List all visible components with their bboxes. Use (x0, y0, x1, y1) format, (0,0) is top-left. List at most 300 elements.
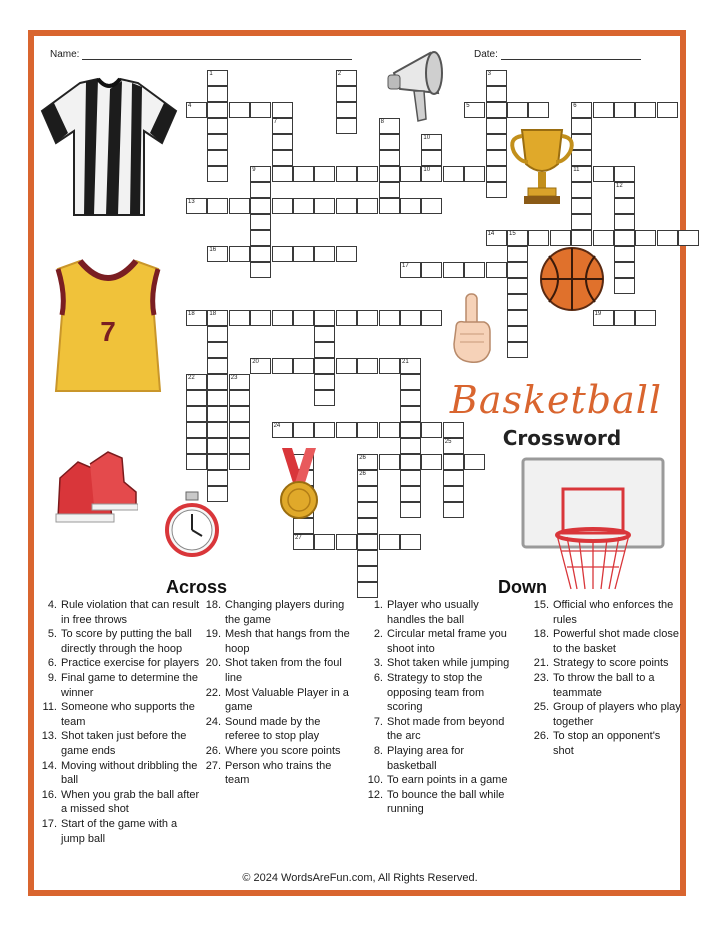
clue-text: Rule violation that can result in free throws (61, 599, 200, 626)
grid-cell[interactable] (464, 454, 485, 470)
clue-text: Strategy to stop the opposing team from scoring (387, 671, 485, 714)
grid-cell[interactable] (379, 310, 400, 326)
grid-cell[interactable] (207, 422, 228, 438)
grid-cell[interactable] (357, 582, 378, 598)
grid-cell[interactable] (421, 134, 442, 150)
stopwatch-icon (164, 490, 220, 562)
cell-number: 22 (188, 375, 195, 381)
clue-number: 3. (373, 657, 383, 670)
grid-cell[interactable] (379, 134, 400, 150)
grid-cell[interactable] (443, 262, 464, 278)
grid-cell[interactable] (443, 502, 464, 518)
grid-cell[interactable] (229, 198, 250, 214)
grid-cell[interactable] (207, 342, 228, 358)
grid-cell[interactable] (357, 566, 378, 582)
grid-cell[interactable] (507, 342, 528, 358)
grid-cell[interactable] (507, 326, 528, 342)
clue-item (40, 627, 200, 656)
grid-cell[interactable] (421, 310, 442, 326)
grid-cell[interactable] (336, 118, 357, 134)
clue-item (366, 656, 514, 671)
clue-number: 8. (373, 744, 383, 757)
grid-cell[interactable] (357, 518, 378, 534)
grid-cell[interactable] (336, 246, 357, 262)
grid-cell[interactable] (571, 102, 592, 118)
grid-cell[interactable] (357, 358, 378, 374)
clue-number: 10. (367, 774, 383, 787)
grid-cell[interactable] (400, 374, 421, 390)
grid-cell[interactable] (229, 246, 250, 262)
grid-cell[interactable] (272, 422, 293, 438)
grid-cell[interactable] (272, 150, 293, 166)
grid-cell[interactable] (336, 70, 357, 86)
grid-cell[interactable] (357, 422, 378, 438)
grid-cell[interactable] (229, 438, 250, 454)
grid-cell[interactable] (207, 470, 228, 486)
grid-cell[interactable] (229, 406, 250, 422)
grid-cell[interactable] (207, 86, 228, 102)
grid-cell[interactable] (421, 454, 442, 470)
clue-text: When you grab the ball after a missed shot (61, 788, 200, 816)
grid-cell[interactable] (207, 102, 228, 118)
grid-cell[interactable] (379, 182, 400, 198)
date-label: Date: (474, 49, 498, 60)
grid-cell[interactable] (443, 166, 464, 182)
grid-cell[interactable] (400, 262, 421, 278)
clue-item (40, 700, 200, 729)
clue-number: 11. (42, 701, 57, 714)
clue-item (532, 700, 682, 729)
grid-cell[interactable] (614, 214, 635, 230)
grid-cell[interactable] (336, 166, 357, 182)
grid-cell[interactable] (272, 310, 293, 326)
clue-text: To stop an opponent's shot (553, 730, 661, 757)
clue-item (366, 598, 514, 627)
grid-cell[interactable] (614, 102, 635, 118)
clue-number: 4. (47, 599, 57, 611)
grid-cell[interactable] (400, 390, 421, 406)
grid-cell[interactable] (421, 422, 442, 438)
grid-cell[interactable] (314, 198, 335, 214)
grid-cell[interactable] (464, 262, 485, 278)
grid-cell[interactable] (486, 86, 507, 102)
grid-cell[interactable] (486, 230, 507, 246)
grid-cell[interactable] (635, 310, 656, 326)
clue-text: To bounce the ball while running (387, 788, 505, 816)
grid-cell[interactable] (507, 102, 528, 118)
grid-cell[interactable] (357, 550, 378, 566)
clue-text: Playing area for basketball (387, 744, 465, 772)
grid-cell[interactable] (336, 358, 357, 374)
clue-item (40, 598, 200, 627)
grid-cell[interactable] (421, 262, 442, 278)
grid-cell[interactable] (507, 294, 528, 310)
grid-cell[interactable] (293, 358, 314, 374)
clue-item (532, 656, 682, 671)
grid-cell[interactable] (400, 438, 421, 454)
grid-cell[interactable] (443, 486, 464, 502)
cell-number: 10 (423, 167, 431, 173)
grid-cell[interactable] (464, 102, 485, 118)
grid-cell[interactable] (635, 102, 656, 118)
clue-number: 25. (533, 701, 549, 714)
grid-cell[interactable] (400, 454, 421, 470)
grid-cell[interactable] (571, 230, 592, 246)
grid-cell[interactable] (293, 198, 314, 214)
cell-number: 14 (487, 231, 495, 237)
cell-number: 23 (230, 375, 238, 381)
grid-cell[interactable] (614, 230, 635, 246)
grid-cell[interactable] (379, 422, 400, 438)
clue-text: Changing players during the game (225, 599, 345, 626)
grid-cell[interactable] (272, 102, 293, 118)
grid-cell[interactable] (186, 406, 207, 422)
grid-cell[interactable] (486, 150, 507, 166)
grid-cell[interactable] (314, 422, 335, 438)
grid-cell[interactable] (207, 406, 228, 422)
grid-cell[interactable] (272, 118, 293, 134)
grid-cell[interactable] (614, 262, 635, 278)
grid-cell[interactable] (357, 502, 378, 518)
grid-cell[interactable] (614, 246, 635, 262)
cell-number: 19 (594, 311, 602, 317)
grid-cell[interactable] (486, 118, 507, 134)
clue-text: Powerful shot made close to the basket (553, 628, 679, 655)
grid-cell[interactable] (357, 534, 378, 550)
grid-cell[interactable] (314, 310, 335, 326)
grid-cell[interactable] (207, 70, 228, 86)
clue-text: Shot taken just before the game ends (61, 730, 187, 757)
grid-cell[interactable] (314, 166, 335, 182)
grid-cell[interactable] (400, 534, 421, 550)
clue-item (40, 671, 200, 700)
clue-item (204, 656, 354, 685)
clue-number: 15. (533, 599, 549, 611)
grid-cell[interactable] (379, 166, 400, 182)
clue-item (366, 788, 514, 817)
clue-number: 26. (205, 744, 221, 757)
clue-number: 6. (373, 671, 383, 684)
grid-cell[interactable] (614, 182, 635, 198)
name-label: Name: (50, 49, 80, 60)
grid-cell[interactable] (507, 262, 528, 278)
across-heading: Across (166, 577, 228, 597)
cell-number: 9 (252, 167, 256, 173)
grid-cell[interactable] (186, 374, 207, 390)
grid-cell[interactable] (336, 422, 357, 438)
clue-text: Person who trains the team (225, 759, 332, 787)
grid-cell[interactable] (379, 534, 400, 550)
clue-number: 24. (205, 715, 221, 728)
grid-cell[interactable] (207, 390, 228, 406)
grid-cell[interactable] (272, 134, 293, 150)
grid-cell[interactable] (336, 310, 357, 326)
grid-cell[interactable] (657, 230, 678, 246)
grid-cell[interactable] (614, 278, 635, 294)
grid-cell[interactable] (229, 102, 250, 118)
clue-text: To score by putting the ball directly through the hoop (61, 628, 192, 655)
grid-cell[interactable] (250, 246, 271, 262)
clue-item (204, 598, 354, 627)
cell-number: 1 (209, 71, 213, 77)
grid-cell[interactable] (336, 198, 357, 214)
grid-cell[interactable] (314, 534, 335, 550)
clue-item (532, 598, 682, 627)
grid-cell[interactable] (314, 374, 335, 390)
grid-cell[interactable] (293, 246, 314, 262)
clue-text: Shot made from beyond the arc (387, 715, 505, 743)
cell-number: 11 (573, 167, 580, 173)
grid-cell[interactable] (186, 102, 207, 118)
jersey-icon (40, 255, 178, 395)
grid-cell[interactable] (571, 214, 592, 230)
grid-cell[interactable] (507, 278, 528, 294)
clue-number: 9. (47, 671, 57, 684)
grid-cell[interactable] (293, 534, 314, 550)
grid-cell[interactable] (357, 470, 378, 486)
grid-cell[interactable] (229, 422, 250, 438)
grid-cell[interactable] (272, 198, 293, 214)
clue-number: 7. (373, 715, 383, 728)
grid-cell[interactable] (357, 198, 378, 214)
grid-cell[interactable] (593, 166, 614, 182)
cell-number: 5 (466, 103, 470, 109)
clue-number: 21. (533, 657, 549, 670)
grid-cell[interactable] (293, 310, 314, 326)
grid-cell[interactable] (400, 358, 421, 374)
grid-cell[interactable] (250, 182, 271, 198)
grid-cell[interactable] (507, 310, 528, 326)
grid-cell[interactable] (379, 454, 400, 470)
grid-cell[interactable] (379, 358, 400, 374)
grid-cell[interactable] (207, 438, 228, 454)
across-clues-col2 (204, 598, 354, 788)
grid-cell[interactable] (379, 198, 400, 214)
grid-cell[interactable] (421, 198, 442, 214)
clue-text: Mesh that hangs from the hoop (225, 628, 350, 655)
grid-cell[interactable] (207, 150, 228, 166)
clue-number: 2. (373, 628, 383, 641)
grid-cell[interactable] (528, 102, 549, 118)
clue-item (366, 773, 514, 788)
grid-cell[interactable] (314, 390, 335, 406)
grid-cell[interactable] (207, 198, 228, 214)
grid-cell[interactable] (486, 166, 507, 182)
clue-number: 18. (205, 599, 221, 611)
grid-cell[interactable] (207, 326, 228, 342)
clue-text: Start of the game with a jump ball (61, 817, 178, 845)
clue-item (40, 759, 200, 788)
clue-text: To throw the ball to a teammate (553, 671, 655, 699)
clue-item (366, 627, 514, 656)
grid-cell[interactable] (400, 470, 421, 486)
clue-item (40, 729, 200, 758)
grid-cell[interactable] (207, 118, 228, 134)
grid-cell[interactable] (250, 358, 271, 374)
grid-cell[interactable] (272, 358, 293, 374)
clue-text: Moving without dribbling the ball (61, 759, 198, 787)
grid-cell[interactable] (357, 166, 378, 182)
grid-cell[interactable] (593, 310, 614, 326)
grid-cell[interactable] (678, 230, 699, 246)
clue-number: 14. (41, 759, 57, 772)
cell-number: 17 (402, 263, 409, 269)
clue-text: Player who usually handles the ball (387, 599, 479, 626)
clue-text: Circular metal frame you shoot into (387, 628, 507, 655)
grid-cell[interactable] (507, 230, 528, 246)
cell-number: 8 (380, 119, 384, 125)
finger-icon (450, 292, 494, 366)
grid-cell[interactable] (250, 102, 271, 118)
grid-cell[interactable] (250, 262, 271, 278)
cell-number: 18 (209, 311, 217, 317)
grid-cell[interactable] (635, 230, 656, 246)
grid-cell[interactable] (486, 262, 507, 278)
grid-cell[interactable] (207, 454, 228, 470)
grid-cell[interactable] (400, 166, 421, 182)
grid-cell[interactable] (528, 230, 549, 246)
puzzle-title: Basketball (449, 378, 663, 422)
cell-number: 16 (209, 247, 217, 253)
clue-item (366, 744, 514, 773)
grid-cell[interactable] (507, 246, 528, 262)
grid-cell[interactable] (357, 310, 378, 326)
grid-cell[interactable] (486, 182, 507, 198)
clue-text: Shot taken from the foul line (225, 657, 342, 684)
grid-cell[interactable] (229, 310, 250, 326)
grid-cell[interactable] (464, 166, 485, 182)
grid-cell[interactable] (379, 150, 400, 166)
clue-text: Strategy to score points (553, 657, 669, 670)
clue-text: Most Valuable Player in a game (225, 686, 349, 714)
grid-cell[interactable] (486, 102, 507, 118)
grid-cell[interactable] (443, 454, 464, 470)
grid-cell[interactable] (593, 102, 614, 118)
clue-item (532, 729, 682, 758)
cell-number: 3 (487, 71, 491, 77)
clue-number: 16. (41, 788, 57, 801)
grid-cell[interactable] (186, 198, 207, 214)
grid-cell[interactable] (614, 310, 635, 326)
grid-cell[interactable] (336, 534, 357, 550)
grid-cell[interactable] (207, 246, 228, 262)
grid-cell[interactable] (443, 470, 464, 486)
grid-cell[interactable] (336, 86, 357, 102)
megaphone-icon (386, 45, 454, 127)
grid-cell[interactable] (400, 198, 421, 214)
clue-number: 20. (205, 657, 221, 670)
grid-cell[interactable] (186, 454, 207, 470)
clue-number: 12. (367, 788, 383, 801)
referee-shirt-icon (40, 75, 178, 220)
grid-cell[interactable] (186, 310, 207, 326)
grid-cell[interactable] (207, 374, 228, 390)
grid-cell[interactable] (486, 134, 507, 150)
grid-cell[interactable] (400, 310, 421, 326)
cell-number: 24 (273, 423, 281, 429)
grid-cell[interactable] (400, 502, 421, 518)
grid-cell[interactable] (250, 310, 271, 326)
grid-cell[interactable] (421, 166, 442, 182)
across-clues-col1 (40, 598, 200, 846)
clue-item (366, 715, 514, 744)
grid-cell[interactable] (207, 310, 228, 326)
grid-cell[interactable] (357, 486, 378, 502)
grid-cell[interactable] (336, 102, 357, 118)
grid-cell[interactable] (314, 342, 335, 358)
clue-number: 6. (47, 657, 57, 670)
grid-cell[interactable] (357, 454, 378, 470)
clue-item (204, 715, 354, 744)
grid-cell[interactable] (314, 358, 335, 374)
grid-cell[interactable] (250, 214, 271, 230)
grid-cell[interactable] (272, 246, 293, 262)
grid-cell[interactable] (443, 422, 464, 438)
grid-cell[interactable] (272, 166, 293, 182)
cell-number: 6 (573, 103, 577, 109)
grid-cell[interactable] (250, 230, 271, 246)
grid-cell[interactable] (250, 166, 271, 182)
grid-cell[interactable] (186, 438, 207, 454)
grid-cell[interactable] (614, 198, 635, 214)
grid-cell[interactable] (229, 390, 250, 406)
grid-cell[interactable] (229, 374, 250, 390)
clue-text: Official who enforces the rules (553, 599, 674, 626)
cell-number: 12 (616, 183, 623, 189)
grid-cell[interactable] (207, 134, 228, 150)
clue-text: To earn points in a game (387, 774, 508, 787)
grid-cell[interactable] (486, 70, 507, 86)
down-clues-col2 (532, 598, 682, 759)
grid-cell[interactable] (186, 390, 207, 406)
grid-cell[interactable] (550, 230, 571, 246)
clue-text: Final game to determine the winner (61, 671, 198, 699)
grid-cell[interactable] (400, 406, 421, 422)
grid-cell[interactable] (657, 102, 678, 118)
copyright-footer: © 2024 WordsAreFun.com, All Rights Reserved. (242, 872, 478, 884)
grid-cell[interactable] (314, 326, 335, 342)
clue-text: Sound made by the referee to stop play (225, 715, 321, 743)
grid-cell[interactable] (400, 486, 421, 502)
clue-text: Practice exercise for players (61, 657, 200, 670)
grid-cell[interactable] (207, 358, 228, 374)
grid-cell[interactable] (421, 150, 442, 166)
grid-cell[interactable] (207, 166, 228, 182)
grid-cell[interactable] (443, 438, 464, 454)
cell-number: 18 (188, 311, 195, 317)
clue-text: Someone who supports the team (61, 701, 195, 728)
clue-item (204, 686, 354, 715)
grid-cell[interactable] (614, 166, 635, 182)
clue-number: 17. (41, 817, 57, 830)
clue-number: 23. (533, 671, 549, 684)
grid-cell[interactable] (186, 422, 207, 438)
grid-cell[interactable] (250, 198, 271, 214)
clue-item (40, 817, 200, 846)
grid-cell[interactable] (400, 422, 421, 438)
clue-item (532, 627, 682, 656)
grid-cell[interactable] (593, 230, 614, 246)
grid-cell[interactable] (293, 166, 314, 182)
clue-number: 19. (205, 628, 221, 641)
grid-cell[interactable] (229, 454, 250, 470)
clue-text: Where you score points (225, 744, 341, 757)
basketball-icon (537, 246, 607, 312)
clue-number: 26. (533, 730, 549, 743)
grid-cell[interactable] (293, 422, 314, 438)
grid-cell[interactable] (314, 246, 335, 262)
cell-number: 10 (423, 135, 431, 141)
